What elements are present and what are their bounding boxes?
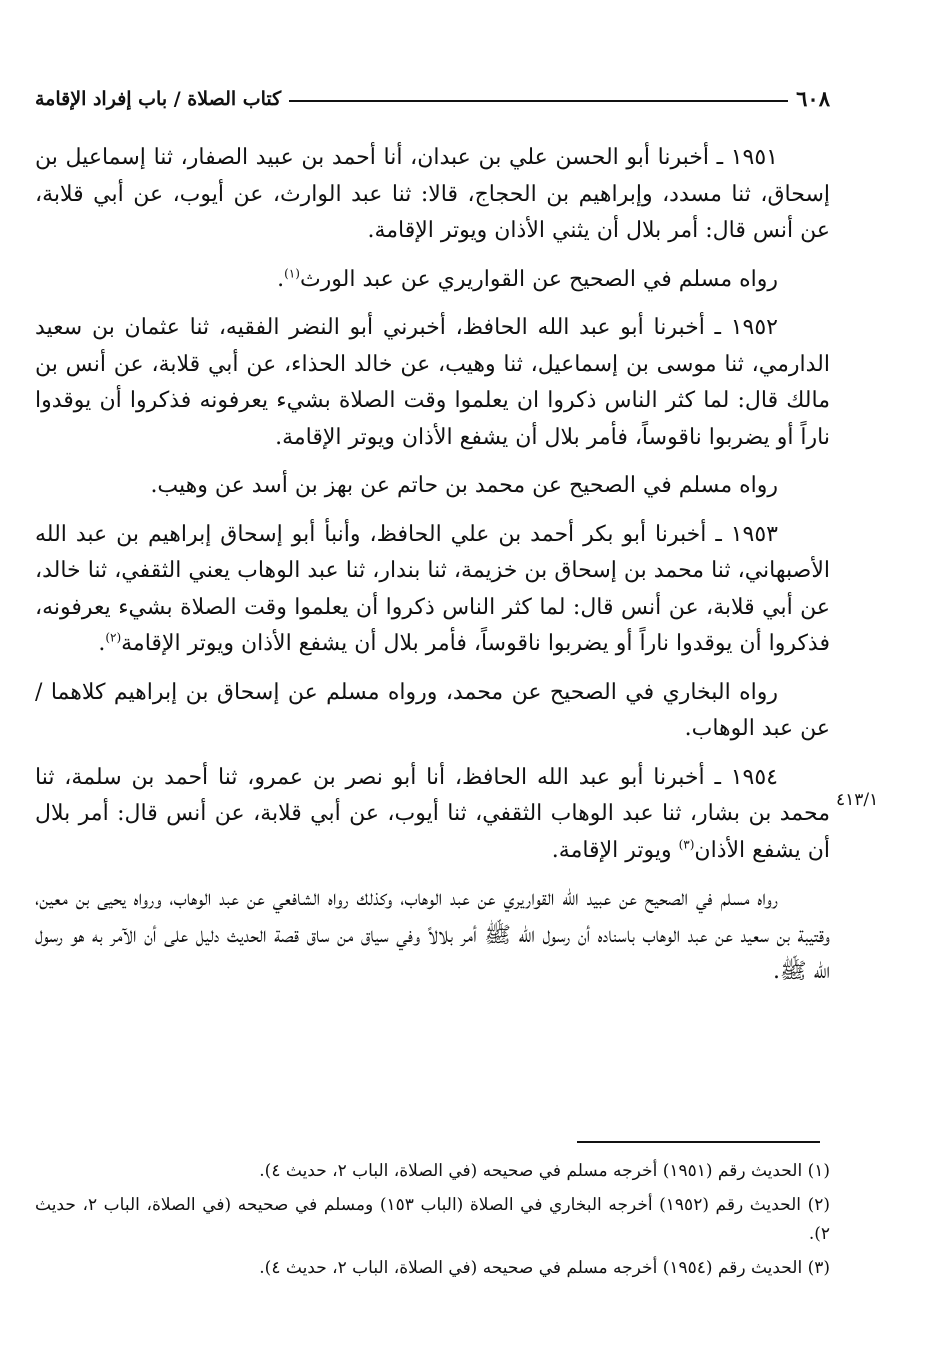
hadith-1952: ١٩٥٢ ـ أخبرنا أبو عبد الله الحافظ، أخبرني أبو النضر الفقيه، ثنا عثمان بن سعيد الدارمي، ثنا موسى بن إسماعيل، ثنا وهيب، عن خالد الحذاء، عن أبي قلابة، عن أنس بن مالك قال: لما كثر الناس ذكروا ان يعلموا وقت الصلاة بشيء يعرفونه فذكروا أن يوقدوا ناراً أو يضربوا ناقوساً، فأمر بلال أن يشفع الأذان ويوتر الإقامة.: [35, 315, 830, 450]
footnote-ref-1: (١): [284, 266, 300, 281]
hadith-1954: ١٩٥٤ ـ أخبرنا أبو عبد الله الحافظ، أنا أبو نصر بن عمرو، ثنا أحمد بن سلمة، ثنا محمد بن بشار، ثنا عبد الوهاب الثقفي، ثنا أيوب، عن أبي قلابة، عن أنس قال: أمر بلال أن يشفع الأذان$^{(٣)}$ ويوتر الإقامة.: [35, 764, 830, 863]
margin-page-reference: ٤١٣/١: [836, 790, 879, 810]
hadith-1953: ١٩٥٣ ـ أخبرنا أبو بكر أحمد بن علي الحافظ، وأنبأ أبو إسحاق إبراهيم بن عبد الله الأصبهاني، ثنا محمد بن إسحاق بن خزيمة، ثنا بندار، ثنا عبد الوهاب يعني الثقفي، ثنا خالد، عن أبي قلابة، عن أنس قال: لما كثر الناس ذكروا أن يعلموا وقت الصلاة بشيء يعرفونه، فذكروا أن يوقدوا ناراً أو يضربوا ناقوساً، فأمر بلال أن يشفع الأذان ويوتر الإقامة$^{(٢)}$.: [35, 521, 830, 656]
footnote-separator: [577, 1141, 820, 1143]
page-number: ٦٠٨: [796, 86, 830, 111]
footnote-2: (٢) الحديث رقم (١٩٥٢) أخرجه البخاري في الصلاة (الباب ١٥٣) ومسلم في صحيحه (في الصلاة، الباب ٢، حديث ٢).: [35, 1195, 830, 1244]
narration-1953: رواه البخاري في الصحيح عن محمد، ورواه مسلم عن إسحاق بن إبراهيم كلاهما / عن عبد الوهاب.: [35, 679, 830, 741]
footnotes: [35, 1157, 830, 1288]
narration-1951: رواه مسلم في الصحيح عن القواريري عن عبد الورث$^{(١)}$.: [277, 266, 778, 292]
running-header: [35, 73, 830, 109]
narration-1952: رواه مسلم في الصحيح عن محمد بن حاتم عن بهز بن أسد عن وهيب.: [150, 473, 778, 498]
narration-1954: رواه مسلم في الصحيح عن عبيد الله القواريري عن عبد الوهاب، وكذلك رواه الشافعي عن عبد الوهاب، ورواه يحيى بن معين، وقتيبة بن سعيد عن عبد الوهاب باسناده أن رسول الله ﷺ أمر بلالاً وفي سياق من ساق قصة الحديث دليل على أن الآمر به هو رسول الله ﷺ.: [35, 886, 830, 984]
footnote-ref-2: (٢): [105, 630, 122, 645]
main-text: [35, 140, 830, 1003]
header-rule: [289, 100, 788, 102]
footnote-ref-3: (٣): [678, 837, 695, 852]
footnote-1: (١) الحديث رقم (١٩٥١) أخرجه مسلم في صحيحه (في الصلاة، الباب ٢، حديث ٤).: [259, 1161, 830, 1181]
hadith-1951: ١٩٥١ ـ أخبرنا أبو الحسن علي بن عبدان، أنا أحمد بن عبيد الصفار، ثنا إسماعيل بن إسحاق، ثنا مسدد، وإبراهيم بن الحجاج، قالا: ثنا عبد الوارث، عن أيوب، عن أبي قلابة، عن أنس قال: أمر بلال أن يثني الأذان ويوتر الإقامة.: [35, 145, 830, 243]
chapter-title: كتاب الصلاة / باب إفراد الإقامة: [35, 88, 282, 110]
footnote-3: (٣) الحديث رقم (١٩٥٤) أخرجه مسلم في صحيحه (في الصلاة، الباب ٢، حديث ٤).: [259, 1258, 830, 1278]
